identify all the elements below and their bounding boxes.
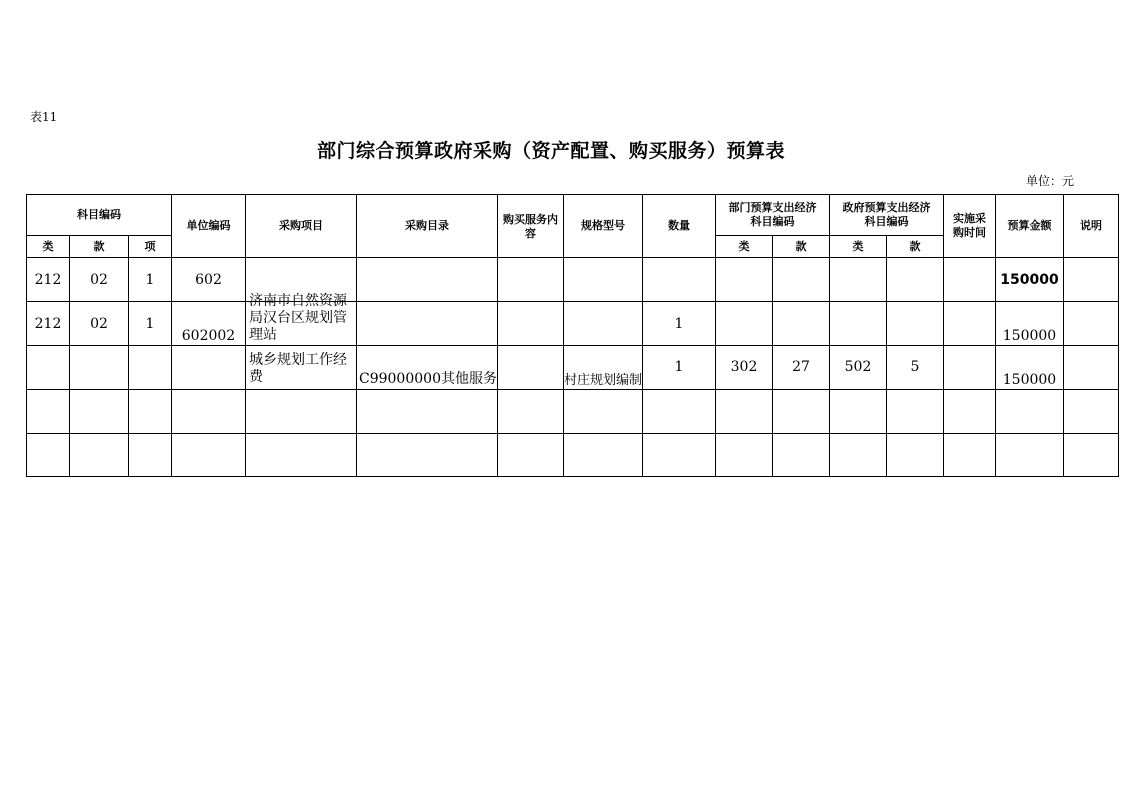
header-lei: 类 <box>27 236 70 258</box>
cell-gov-lei <box>830 258 887 302</box>
page-title: 部门综合预算政府采购（资产配置、购买服务）预算表 <box>316 140 785 162</box>
cell-spec <box>563 302 642 346</box>
cell-gov-lei <box>830 302 887 346</box>
cell-kuan: 02 <box>70 302 129 346</box>
cell-spec: 村庄规划编制 <box>563 346 642 390</box>
header-gov-lei: 类 <box>830 236 887 258</box>
header-spec: 规格型号 <box>563 195 642 258</box>
cell-unit-code <box>172 346 246 390</box>
cell-xiang: 1 <box>129 258 172 302</box>
cell-dept-kuan <box>773 302 830 346</box>
cell-xiang: 1 <box>129 302 172 346</box>
cell-impl-time <box>944 258 996 302</box>
cell-dept-kuan <box>773 258 830 302</box>
header-catalog: 采购目录 <box>357 195 498 258</box>
table-row-empty <box>27 390 1119 434</box>
cell-remark <box>1064 346 1119 390</box>
cell-service <box>497 258 563 302</box>
cell-impl-time <box>944 346 996 390</box>
cell-quantity: 1 <box>643 346 716 390</box>
header-remark: 说明 <box>1064 195 1119 258</box>
cell-amount: 150000 <box>996 302 1064 346</box>
header-quantity: 数量 <box>643 195 716 258</box>
cell-lei: 212 <box>27 258 70 302</box>
cell-kuan <box>70 346 129 390</box>
project-name-text: 济南市自然资源局汉台区规划管理站 <box>249 293 347 343</box>
cell-dept-lei: 302 <box>716 346 773 390</box>
header-amount: 预算金额 <box>996 195 1064 258</box>
cell-amount: 150000 <box>996 346 1064 390</box>
cell-service <box>497 302 563 346</box>
cell-lei: 212 <box>27 302 70 346</box>
cell-catalog <box>357 258 498 302</box>
header-gov-econ: 政府预算支出经济科目编码 <box>830 195 944 236</box>
table-row-empty <box>27 434 1119 477</box>
header-dept-kuan: 款 <box>773 236 830 258</box>
cell-remark <box>1064 258 1119 302</box>
cell-kuan: 02 <box>70 258 129 302</box>
cell-quantity <box>643 258 716 302</box>
cell-catalog: C99000000其他服务 <box>357 346 498 390</box>
cell-quantity: 1 <box>643 302 716 346</box>
cell-remark <box>1064 302 1119 346</box>
header-service-content: 购买服务内容 <box>497 195 563 258</box>
table-number-label: 表11 <box>30 110 58 124</box>
cell-lei <box>27 346 70 390</box>
cell-gov-kuan: 5 <box>887 346 944 390</box>
table-row <box>27 346 1119 390</box>
cell-dept-lei <box>716 302 773 346</box>
header-impl-time: 实施采购时间 <box>944 195 996 258</box>
cell-project <box>246 293 357 346</box>
project-name-text: 城乡规划工作经费 <box>249 352 347 385</box>
cell-gov-kuan <box>887 302 944 346</box>
header-project: 采购项目 <box>246 195 357 258</box>
cell-dept-lei <box>716 258 773 302</box>
cell-spec <box>563 258 642 302</box>
unit-label: 单位：元 <box>1025 174 1074 188</box>
cell-amount: 150000 <box>996 258 1064 302</box>
table-row <box>27 258 1119 302</box>
cell-unit-code: 602002 <box>172 302 246 346</box>
header-dept-lei: 类 <box>716 236 773 258</box>
header-kuan: 款 <box>70 236 129 258</box>
header-unit-code: 单位编码 <box>172 195 246 258</box>
cell-gov-kuan <box>887 258 944 302</box>
cell-catalog <box>357 302 498 346</box>
header-gov-kuan: 款 <box>887 236 944 258</box>
budget-table <box>26 194 1119 477</box>
cell-impl-time <box>944 302 996 346</box>
cell-unit-code: 602 <box>172 258 246 302</box>
cell-dept-kuan: 27 <box>773 346 830 390</box>
cell-service <box>497 346 563 390</box>
header-dept-econ: 部门预算支出经济科目编码 <box>716 195 830 236</box>
header-subject-code: 科目编码 <box>27 195 172 236</box>
cell-xiang <box>129 346 172 390</box>
header-xiang: 项 <box>129 236 172 258</box>
cell-gov-lei: 502 <box>830 346 887 390</box>
table-row <box>27 302 1119 346</box>
cell-project <box>246 346 357 390</box>
